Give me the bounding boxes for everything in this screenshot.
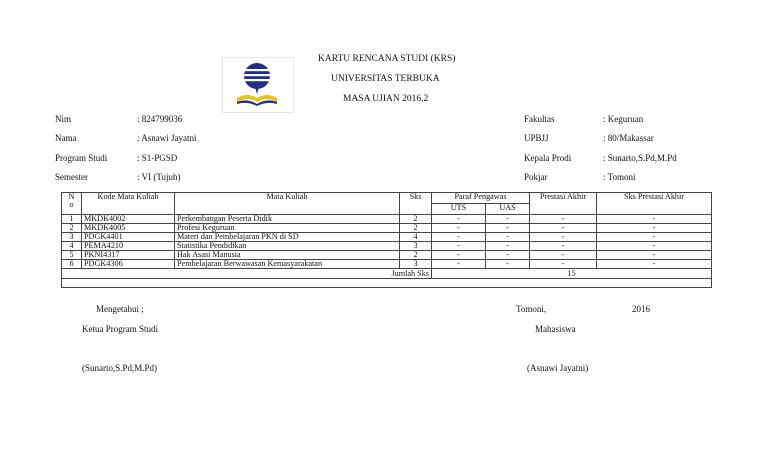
table-row xyxy=(62,251,712,260)
row-mk: Pembelajaran Berwawasan Kemasyarakatan xyxy=(175,260,400,269)
row-prestasi: - xyxy=(530,224,597,233)
col-sks-header: Sks xyxy=(400,193,432,215)
row-mk: Profesi Keguruan xyxy=(175,224,400,233)
title-university: UNIVERSITAS TERBUKA xyxy=(331,74,440,84)
total-label: Jumlah Sks xyxy=(62,269,432,279)
row-sks-prestasi: - xyxy=(597,215,712,224)
row-no: 4 xyxy=(62,242,82,251)
row-sks-prestasi: - xyxy=(597,224,712,233)
row-sks: 2 xyxy=(400,215,432,224)
kaprodi-value: : Sunarto,S.Pd,M.Pd xyxy=(603,153,677,163)
row-mk: Perkembangan Peserta Didik xyxy=(175,215,400,224)
mahasiswa-title: Mahasiswa xyxy=(535,324,576,334)
col-uts-header: UTS xyxy=(432,204,486,215)
ketua-title: Ketua Program Studi xyxy=(82,324,158,334)
row-prestasi: - xyxy=(530,260,597,269)
row-uas: - xyxy=(486,242,530,251)
upbjj-label: UPBJJ xyxy=(524,133,549,143)
blank-cell xyxy=(62,279,712,288)
mengetahui-text: Mengetahui ; xyxy=(96,304,144,314)
title-krs: KARTU RENCANA STUDI (KRS) xyxy=(318,54,456,64)
row-mk: Materi dan Pembelajaran PKN di SD xyxy=(175,233,400,242)
row-no: 3 xyxy=(62,233,82,242)
row-kode: PDGK4401 xyxy=(82,233,175,242)
row-uas: - xyxy=(486,260,530,269)
table-row xyxy=(62,215,712,224)
row-sks: 3 xyxy=(400,260,432,269)
title-period: MASA UJIAN 2016.2 xyxy=(343,94,429,104)
fakultas-label: Fakultas xyxy=(524,114,555,124)
fakultas-value: : Keguruan xyxy=(603,114,644,124)
ketua-name: (Sunarto,S.Pd,M.Pd) xyxy=(82,363,158,373)
row-sks: 2 xyxy=(400,251,432,260)
row-uts: - xyxy=(432,233,486,242)
table-row xyxy=(62,242,712,251)
col-prestasi-header: Prestasi Akhir xyxy=(530,193,597,215)
row-uts: - xyxy=(432,251,486,260)
col-no-header: N o xyxy=(62,193,82,215)
row-kode: PDGK4306 xyxy=(82,260,175,269)
row-no: 6 xyxy=(62,260,82,269)
year-text: 2016 xyxy=(632,304,650,314)
row-kode: MKDK4005 xyxy=(82,224,175,233)
row-sks: 2 xyxy=(400,224,432,233)
prodi-value: : S1-PGSD xyxy=(137,153,178,163)
row-uts: - xyxy=(432,224,486,233)
nim-label: Nim xyxy=(55,114,72,124)
place-text: Tomoni, xyxy=(516,304,547,314)
row-sks: 4 xyxy=(400,233,432,242)
row-kode: PKNI4317 xyxy=(82,251,175,260)
row-mk: Hak Asasi Manusia xyxy=(175,251,400,260)
nim-value: : 824799036 xyxy=(137,114,183,124)
row-uts: - xyxy=(432,242,486,251)
blank-row xyxy=(62,279,712,288)
kaprodi-label: Kepala Prodi xyxy=(524,153,572,163)
row-no: 5 xyxy=(62,251,82,260)
total-row xyxy=(62,269,712,279)
row-uas: - xyxy=(486,233,530,242)
row-sks: 3 xyxy=(400,242,432,251)
row-sks-prestasi: - xyxy=(597,251,712,260)
row-uts: - xyxy=(432,260,486,269)
pokjar-label: Pokjar xyxy=(524,172,548,182)
nama-value: : Asnawi Jayatni xyxy=(137,133,197,143)
course-table xyxy=(61,192,712,288)
row-uas: - xyxy=(486,215,530,224)
col-sks-prestasi-header: Sks Prestasi Akhir xyxy=(597,193,712,215)
row-kode: MKDK4002 xyxy=(82,215,175,224)
table-row xyxy=(62,260,712,269)
row-prestasi: - xyxy=(530,251,597,260)
row-no: 1 xyxy=(62,215,82,224)
row-prestasi: - xyxy=(530,215,597,224)
table-row xyxy=(62,224,712,233)
row-sks-prestasi: - xyxy=(597,242,712,251)
row-uas: - xyxy=(486,251,530,260)
semester-value: : VI (Tujuh) xyxy=(137,172,181,182)
col-uas-header: UAS xyxy=(486,204,530,215)
row-uts: - xyxy=(432,215,486,224)
table-row xyxy=(62,233,712,242)
university-logo-icon xyxy=(222,57,294,113)
col-paraf-header: Paraf Pengawas xyxy=(432,193,530,204)
row-mk: Statistika Pendidikan xyxy=(175,242,400,251)
col-mk-header: Mata Kuliah xyxy=(175,193,400,215)
row-kode: PEMA4210 xyxy=(82,242,175,251)
prodi-label: Program Studi xyxy=(55,153,108,163)
col-kode-header: Kode Mata Kuliah xyxy=(82,193,175,215)
nama-label: Nama xyxy=(55,133,77,143)
row-uas: - xyxy=(486,224,530,233)
row-no: 2 xyxy=(62,224,82,233)
semester-label: Semester xyxy=(55,172,88,182)
pokjar-value: : Tomoni xyxy=(603,172,636,182)
row-sks-prestasi: - xyxy=(597,233,712,242)
mahasiswa-name: (Asnawi Jayatni) xyxy=(527,363,589,373)
total-value: 15 xyxy=(432,269,712,279)
row-prestasi: - xyxy=(530,242,597,251)
upbjj-value: : 80/Makassar xyxy=(603,133,654,143)
row-prestasi: - xyxy=(530,233,597,242)
row-sks-prestasi: - xyxy=(597,260,712,269)
